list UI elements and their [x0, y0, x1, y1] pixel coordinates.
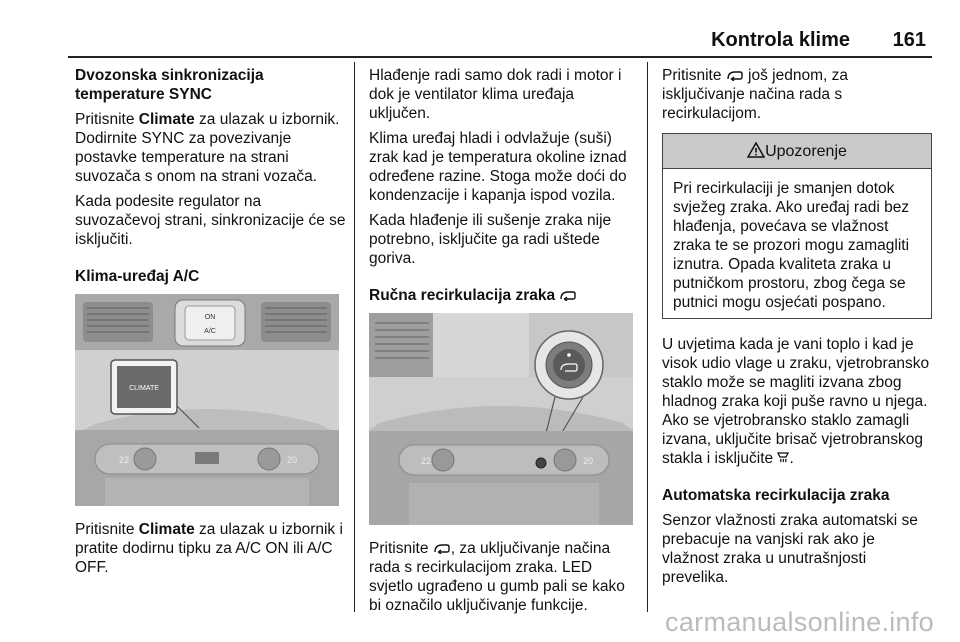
paragraph-sync-1: Pritisnite Climate za ulazak u izbornik. Dodirnite SYNC za povezivanje postavke temperature na strani suvozača s onom na strani vozača.: [75, 111, 340, 185]
warning-title: Upozorenje: [765, 143, 847, 160]
page-number: 161: [892, 29, 926, 51]
column-middle: [369, 66, 635, 621]
figure-recirc-button: [369, 313, 633, 525]
paragraph-fogging: U uvjetima kada je vani toplo i kad je visok udio vlage u zraku, vjetrobransko staklo može se magliti izvana zbog hladnog zraka koji puše ravno u njega. Ako se vjetrobransko staklo zamagli izvana, uključite brisač vjetrobranskog stakla i isključite .: [662, 336, 930, 467]
temp-left-label: 22: [119, 455, 130, 465]
column-right: [662, 66, 932, 593]
paragraph-auto-recirc: Senzor vlažnosti zraka automatski se prebacuje na vanjski rak ako je vlažnost zraka u unutrašnjosti prevelika.: [662, 512, 918, 586]
heading-auto-recirc: Automatska recirkulacija zraka: [662, 487, 890, 504]
on-label: ON: [204, 314, 216, 321]
watermark: carmanualsonline.info: [665, 607, 934, 637]
climate-label: CLIMATE: [129, 385, 159, 392]
paragraph-recirc: Pritisnite , za uključivanje načina rada s recirkulacijom zraka. LED svjetlo ugrađeno u gumb pali se kako bi označilo uključivanje funkcije.: [369, 540, 625, 614]
temp-right-label: 20: [583, 456, 594, 466]
warning-triangle-icon: [747, 142, 765, 158]
page-header: [68, 26, 932, 58]
temp-right-label: 20: [287, 455, 298, 465]
recirculation-icon: [726, 70, 744, 81]
column-divider: [354, 62, 355, 612]
heading-ac: Klima-uređaj A/C: [75, 268, 200, 285]
paragraph-cooling-3: Kada hlađenje ili sušenje zraka nije potrebno, isključite ga radi uštede goriva.: [369, 212, 612, 267]
climate-keyword: Climate: [138, 521, 195, 538]
heading-recirc: Ručna recirkulacija zraka: [369, 286, 635, 305]
figure-climate-panel: [75, 294, 339, 506]
column-left: [75, 66, 347, 583]
climate-keyword: Climate: [138, 111, 195, 128]
warning-box: [662, 133, 932, 319]
paragraph-ac: Pritisnite Climate za ulazak u izbornik i pratite dodirnu tipku za A/C ON ili A/C OFF.: [75, 521, 343, 576]
paragraph-recirc-off: Pritisnite još jednom, za isključivanje načina rada s recirkulacijom.: [662, 67, 848, 122]
warning-text: Pri recirkulaciji je smanjen dotok svježeg zraka. Ako uređaj radi bez hlađenja, povećava se vlažnost zraka te se prozori mogu zamagliti iznutra. Opada kvaliteta zraka u putničkom prostoru, zbog čega se putnici mogu osjećati pospano.: [673, 180, 910, 311]
paragraph-sync-2: Kada podesite regulator na suvozačevoj strani, sinkronizacije će se isključiti.: [75, 193, 346, 248]
paragraph-cooling-2: Klima uređaj hladi i odvlažuje (suši) zrak kad je temperatura okoline iznad određene razine. Stoga može doći do kondenzacije i kapanja ispod vozila.: [369, 130, 627, 204]
recirculation-icon: [433, 543, 451, 554]
paragraph-cooling-1: Hlađenje radi samo dok radi i motor i dok je ventilator klima uređaja uključen.: [369, 67, 622, 122]
ac-label: A/C: [204, 328, 216, 335]
warning-header: [663, 134, 931, 169]
windscreen-defrost-icon: [777, 451, 789, 465]
column-divider: [647, 62, 648, 612]
heading-sync: Dvozonska sinkronizacija temperature SYNC: [75, 67, 264, 103]
recirculation-icon: [559, 290, 577, 301]
temp-left-label: 22: [421, 456, 432, 466]
page-title: Kontrola klime: [711, 29, 850, 51]
